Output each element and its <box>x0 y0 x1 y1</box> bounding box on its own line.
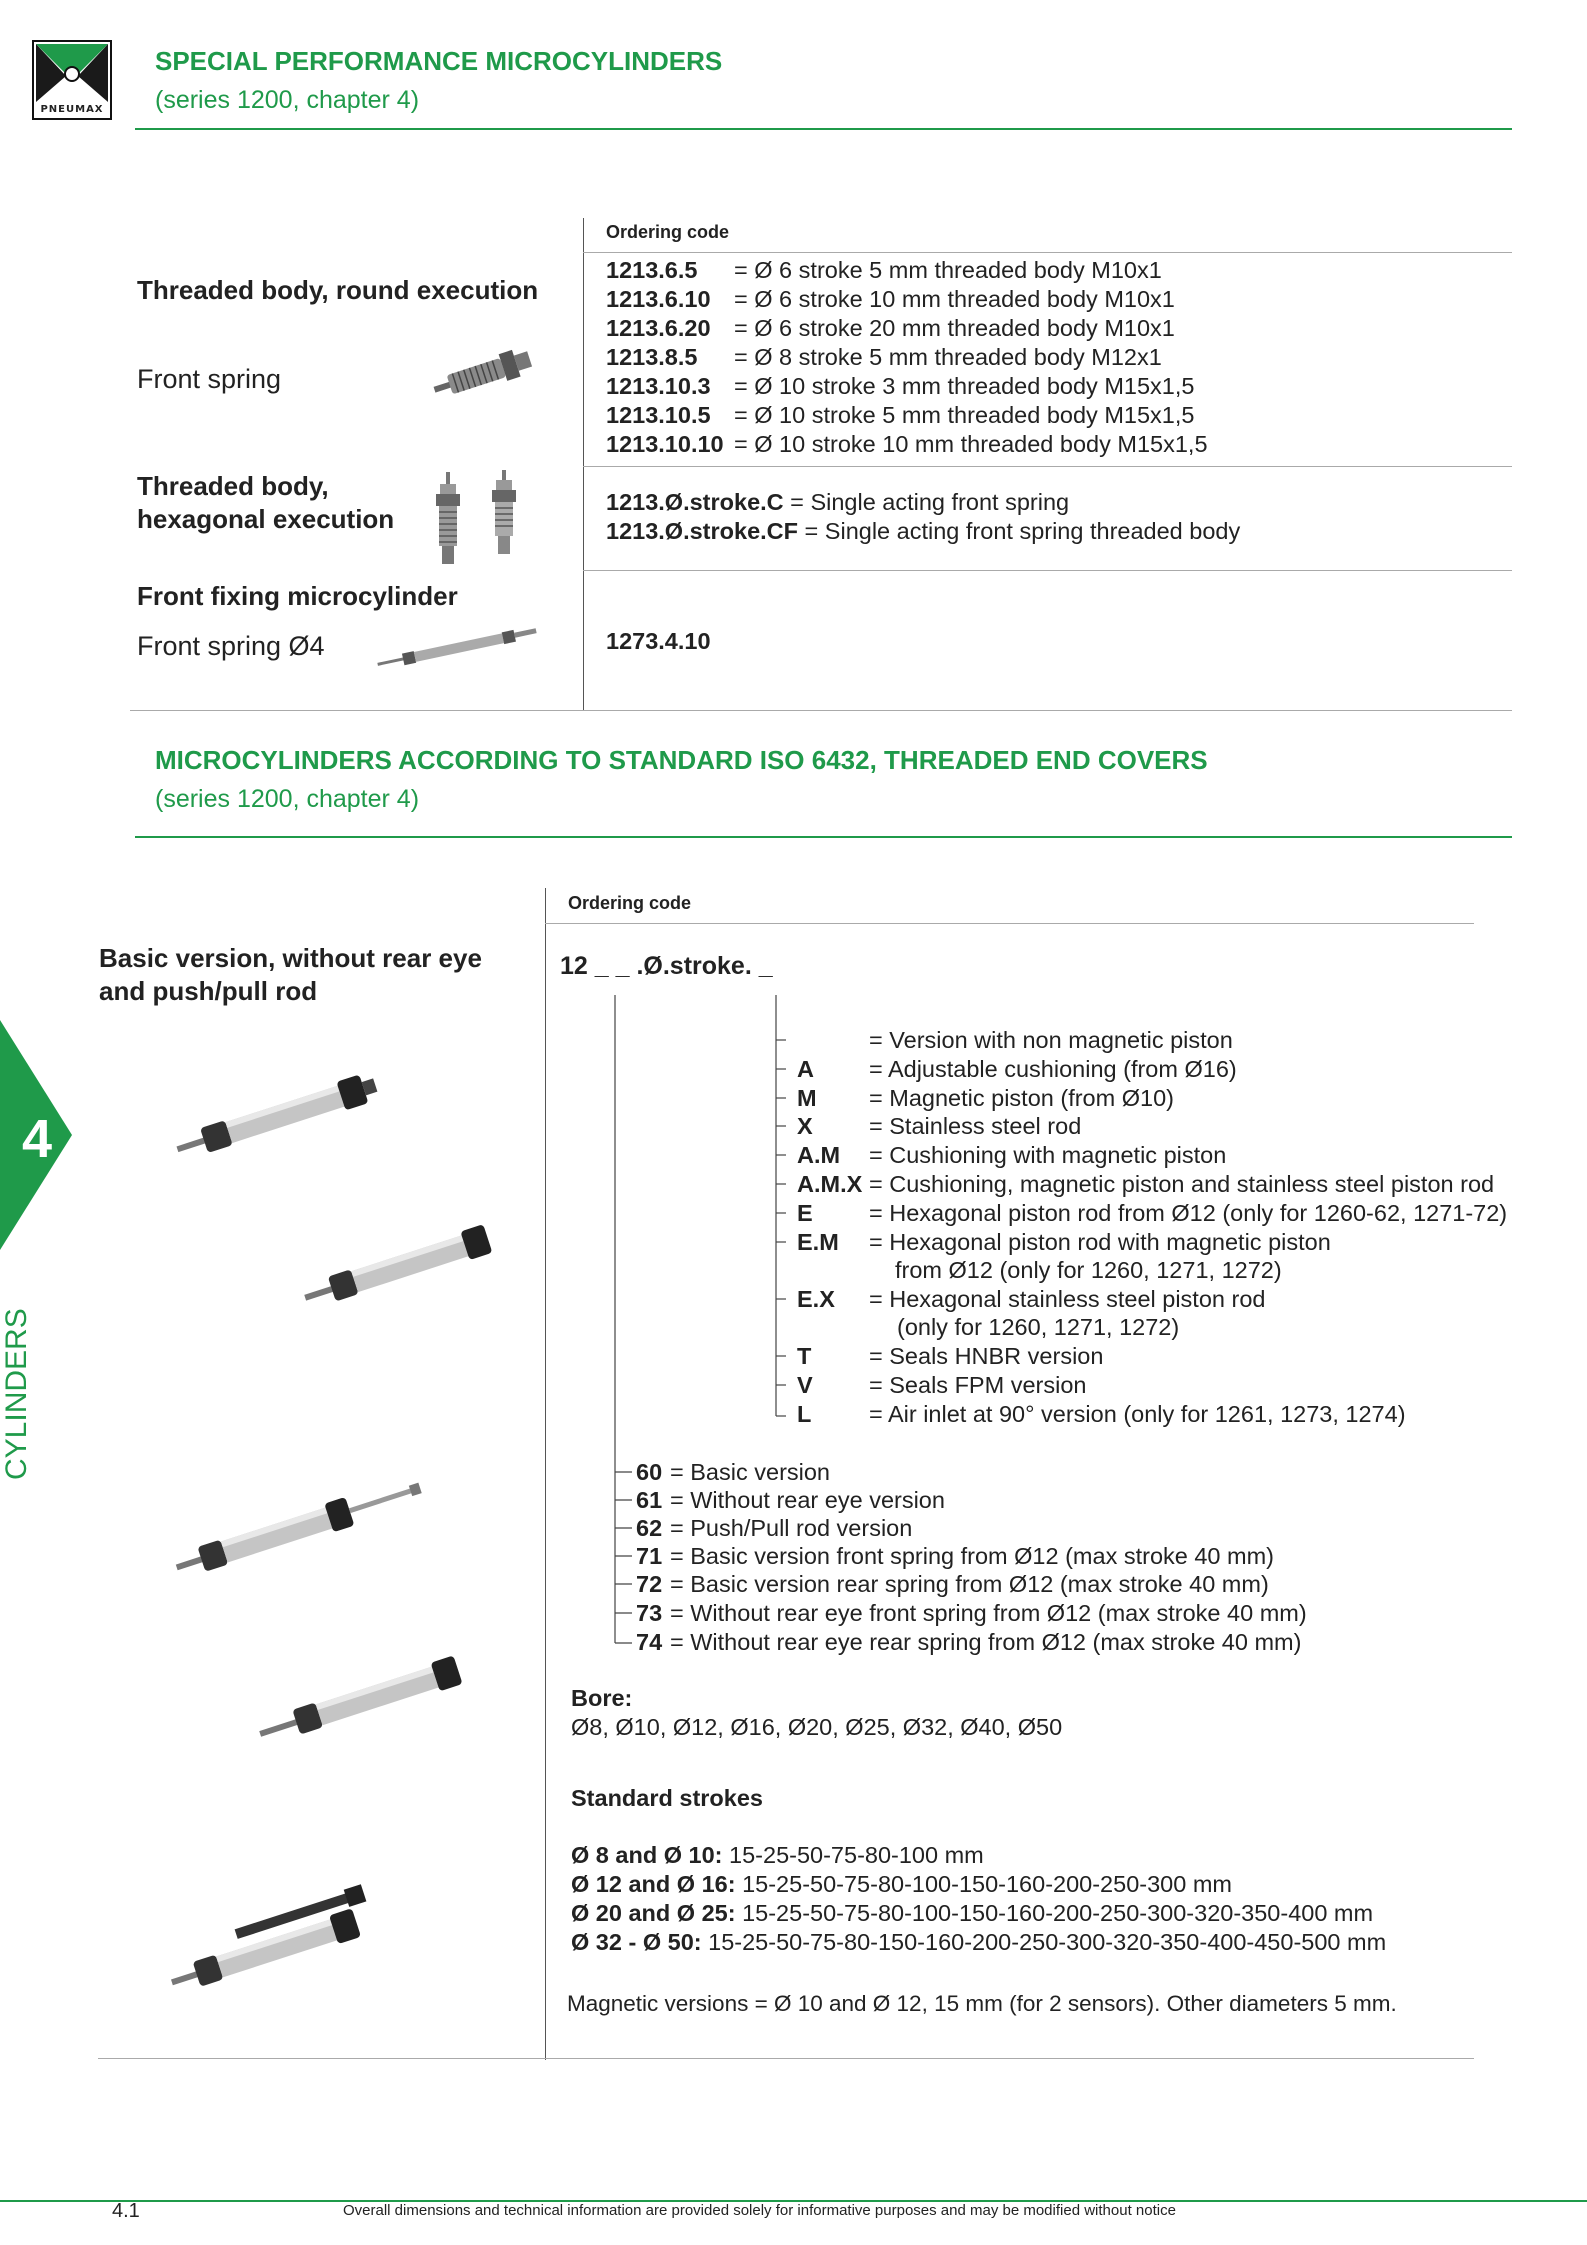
version-desc: = Basic version front spring from Ø12 (max stroke 40 mm) <box>670 1543 1275 1569</box>
cylinder-image-front-spring <box>250 1640 510 1755</box>
option-item <box>797 1026 1233 1055</box>
magnetic-note: Magnetic versions = Ø 10 and Ø 12, 15 mm (for 2 sensors). Other diameters 5 mm. <box>567 1991 1397 2016</box>
section2-subtitle: (series 1200, chapter 4) <box>155 785 420 813</box>
version-item <box>636 1628 1301 1657</box>
option-key: E <box>797 1200 813 1226</box>
version-key: 62 <box>636 1515 663 1541</box>
option-item <box>797 1084 1174 1113</box>
version-desc: = Without rear eye version <box>670 1487 945 1513</box>
stroke-key: Ø 32 - Ø 50: <box>571 1929 702 1955</box>
option-desc: = Stainless steel rod <box>869 1113 1082 1139</box>
option-desc: = Hexagonal piston rod from Ø12 (only for 1260-62, 1271-72) <box>869 1200 1508 1226</box>
version-key: 73 <box>636 1600 663 1626</box>
order-code: 1213.6.10 <box>606 286 711 312</box>
version-key: 72 <box>636 1571 663 1597</box>
left-title-line2: and push/pull rod <box>99 976 318 1006</box>
option-item <box>797 1342 1103 1371</box>
version-key: 71 <box>636 1543 663 1569</box>
order-code-desc: = Ø 10 stroke 3 mm threaded body M15x1,5 <box>734 373 1195 399</box>
order-code-desc: = Ø 6 stroke 5 mm threaded body M10x1 <box>734 257 1162 283</box>
option-item <box>797 1285 1265 1314</box>
section2-ordering-header: Ordering code <box>568 893 692 913</box>
version-key: 60 <box>636 1459 663 1485</box>
version-key: 74 <box>636 1629 663 1655</box>
order-code-desc: = Single acting front spring <box>783 489 1070 515</box>
order-code: 1213.10.10 <box>606 431 724 457</box>
version-item <box>636 1458 830 1487</box>
stroke-key: Ø 8 and Ø 10: <box>571 1842 723 1868</box>
page-subtitle: (series 1200, chapter 4) <box>155 86 420 114</box>
order-code-desc: = Ø 8 stroke 5 mm threaded body M12x1 <box>734 344 1162 370</box>
bore-values: Ø8, Ø10, Ø12, Ø16, Ø20, Ø25, Ø32, Ø40, Ø50 <box>571 1714 1063 1740</box>
option-key: X <box>797 1113 813 1139</box>
stroke-key: Ø 20 and Ø 25: <box>571 1900 736 1926</box>
option-key: M <box>797 1085 817 1111</box>
stroke-row <box>571 1928 1386 1957</box>
order-code: 1213.10.5 <box>606 402 711 428</box>
option-desc: = Magnetic piston (from Ø10) <box>869 1085 1174 1111</box>
option-key: T <box>797 1343 812 1369</box>
order-code: 1213.6.20 <box>606 315 711 341</box>
order-code: 1273.4.10 <box>606 628 711 654</box>
order-code: 1213.Ø.stroke.CF <box>606 518 799 544</box>
order-code: 1213.Ø.stroke.C <box>606 489 784 515</box>
version-item <box>636 1486 945 1515</box>
version-item <box>636 1570 1269 1599</box>
option-item <box>797 1112 1081 1141</box>
row2-title-line1: Threaded body, <box>137 471 329 501</box>
bore-title: Bore: <box>571 1685 633 1711</box>
option-desc: = Version with non magnetic piston <box>869 1027 1233 1053</box>
option-desc: = Cushioning with magnetic piston <box>869 1142 1227 1168</box>
option-item <box>797 1228 1331 1257</box>
row3-label: Front spring Ø4 <box>137 631 325 661</box>
row2-title-line2: hexagonal execution <box>137 504 395 534</box>
section2-bottom-rule <box>98 2058 1474 2059</box>
option-key: V <box>797 1372 813 1398</box>
order-code-desc: = Single acting front spring threaded body <box>798 518 1241 544</box>
order-code-desc: = Ø 6 stroke 10 mm threaded body M10x1 <box>734 286 1175 312</box>
option-key: E.M <box>797 1229 839 1255</box>
chapter-tab <box>0 1020 72 1255</box>
chapter-number: 4 <box>22 1109 53 1169</box>
order-code: 1213.6.5 <box>606 257 698 283</box>
option-item <box>797 1313 1179 1342</box>
strokes-title: Standard strokes <box>571 1785 763 1811</box>
option-item <box>797 1256 1282 1285</box>
stroke-row <box>571 1870 1386 1899</box>
option-item <box>797 1371 1086 1400</box>
option-key: L <box>797 1401 812 1427</box>
option-desc: = Hexagonal stainless steel piston rod <box>869 1286 1266 1312</box>
version-item <box>636 1542 1274 1571</box>
stroke-key: Ø 12 and Ø 16: <box>571 1871 736 1897</box>
order-code: 1213.10.3 <box>606 373 711 399</box>
version-key: 61 <box>636 1487 663 1513</box>
stroke-values: 15-25-50-75-80-100-150-160-200-250-300-320-350-400 mm <box>735 1900 1374 1926</box>
option-item <box>797 1400 1406 1429</box>
option-item <box>797 1199 1507 1228</box>
option-key: A.M.X <box>797 1171 863 1197</box>
option-item <box>797 1141 1226 1170</box>
version-desc: = Basic version rear spring from Ø12 (max stroke 40 mm) <box>670 1571 1269 1597</box>
cylinder-image-push-pull <box>166 1466 436 1591</box>
order-code: 1213.8.5 <box>606 344 698 370</box>
chapter-label: CYLINDERS <box>0 1308 33 1480</box>
page-number: 4.1 <box>112 2200 140 2222</box>
option-key: A <box>797 1056 814 1082</box>
option-key: E.X <box>797 1286 835 1312</box>
order-code-desc: = Ø 6 stroke 20 mm threaded body M10x1 <box>734 315 1175 341</box>
option-desc: from Ø12 (only for 1260, 1271, 1272) <box>895 1257 1282 1283</box>
version-desc: = Without rear eye rear spring from Ø12 (max stroke 40 mm) <box>670 1629 1302 1655</box>
stroke-values: 15-25-50-75-80-100-150-160-200-250-300 mm <box>735 1871 1232 1897</box>
row3-title: Front fixing microcylinder <box>137 581 458 611</box>
version-desc: = Push/Pull rod version <box>670 1515 913 1541</box>
stroke-row <box>571 1841 1386 1870</box>
version-item <box>636 1599 1307 1628</box>
option-desc: = Air inlet at 90° version (only for 1261, 1273, 1274) <box>869 1401 1406 1427</box>
option-desc: = Cushioning, magnetic piston and stainless steel piston rod <box>869 1171 1495 1197</box>
logo-text: PNEUMAX <box>40 104 104 115</box>
option-desc: = Seals HNBR version <box>869 1343 1104 1369</box>
row1-label: Front spring <box>137 364 282 394</box>
stroke-values: 15-25-50-75-80-100 mm <box>722 1842 984 1868</box>
version-desc: = Basic version <box>670 1459 831 1485</box>
row1-title: Threaded body, round execution <box>137 275 539 305</box>
section1-ordering-header: Ordering code <box>606 222 730 242</box>
option-desc: = Hexagonal piston rod with magnetic piston <box>869 1229 1331 1255</box>
order-code-desc: = Ø 10 stroke 10 mm threaded body M15x1,5 <box>734 431 1208 457</box>
cylinder-image-basic <box>168 1060 398 1175</box>
option-desc: = Seals FPM version <box>869 1372 1087 1398</box>
option-key: A.M <box>797 1142 841 1168</box>
order-code-desc: = Ø 10 stroke 5 mm threaded body M15x1,5 <box>734 402 1195 428</box>
left-title-line1: Basic version, without rear eye <box>99 943 482 973</box>
code-pattern: 12 _ _ .Ø.stroke. _ <box>560 952 773 980</box>
section2-title: MICROCYLINDERS ACCORDING TO STANDARD ISO 6432, THREADED END COVERS <box>155 745 1208 775</box>
footer-note: Overall dimensions and technical information are provided solely for informative purposes and may be modified without notice <box>343 2202 1176 2219</box>
cylinder-image-air-inlet <box>162 1880 412 2015</box>
stroke-row <box>571 1899 1386 1928</box>
option-item <box>797 1170 1494 1199</box>
stroke-values: 15-25-50-75-80-150-160-200-250-300-320-350-400-450-500 mm <box>701 1929 1387 1955</box>
version-item <box>636 1514 912 1543</box>
version-desc: = Without rear eye front spring from Ø12 (max stroke 40 mm) <box>670 1600 1307 1626</box>
option-desc: (only for 1260, 1271, 1272) <box>897 1314 1180 1340</box>
option-desc: = Adjustable cushioning (from Ø16) <box>869 1056 1237 1082</box>
page-title: SPECIAL PERFORMANCE MICROCYLINDERS <box>155 46 723 76</box>
cylinder-image-without-rear-eye <box>296 1210 516 1325</box>
option-item <box>797 1055 1237 1084</box>
strokes-list <box>571 1841 1386 1957</box>
